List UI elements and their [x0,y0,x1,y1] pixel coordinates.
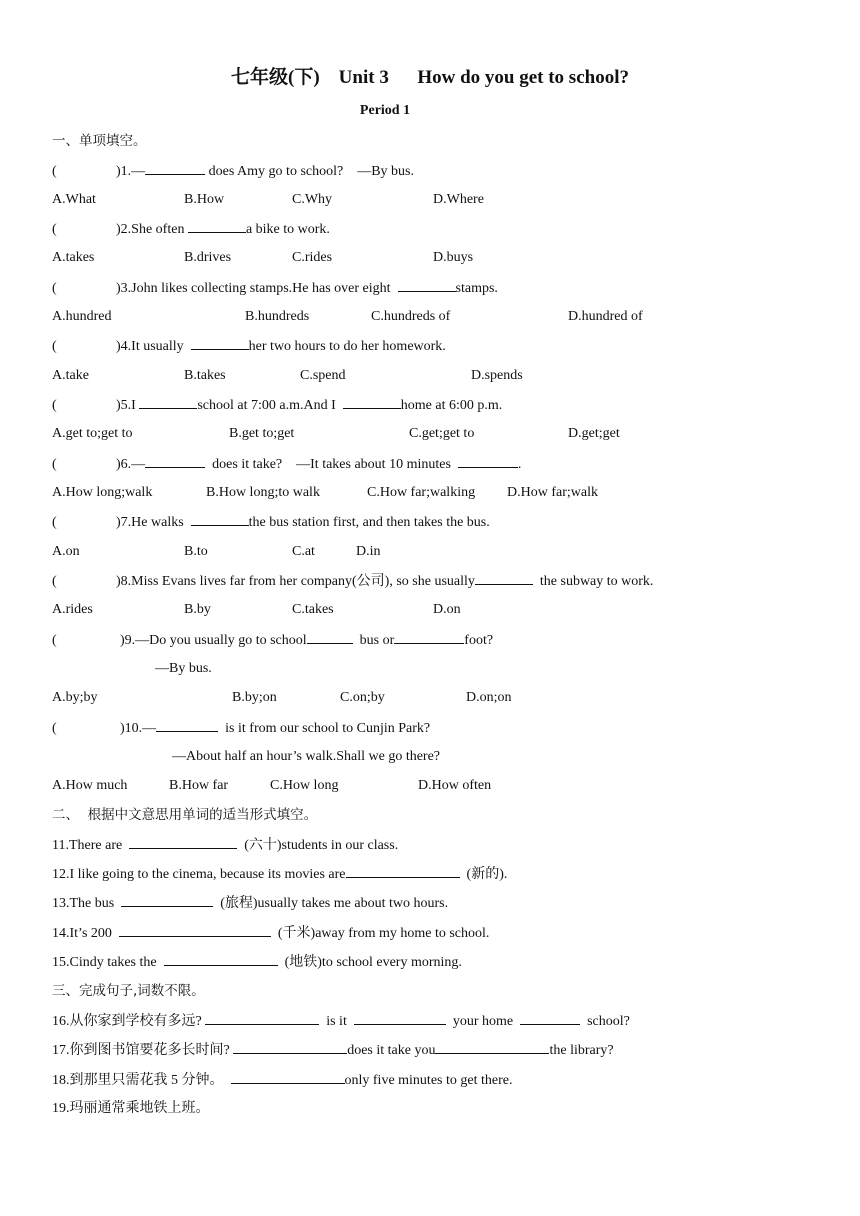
title-topic: How do you get to school? [417,67,629,88]
blank [164,953,278,966]
question-6: ( )6.— does it take? —It takes about 10 minutes . [52,457,522,472]
title-unit: Unit 3 [338,67,389,88]
section-heading-2: 二、 根据中文意思用单词的适当形式填空。 [52,807,318,823]
blank [307,631,353,644]
blank [145,455,205,468]
blank [188,220,246,233]
blank [156,719,218,732]
blank [435,1041,549,1054]
option-d: D.buys [433,250,474,265]
option-b: B.to [184,544,208,559]
option-c: C.at [292,544,315,559]
complete-19: 19.玛丽通常乘地铁上班。 [52,1101,210,1116]
option-a: A.take [52,368,89,383]
question-2: ( )2.She often a bike to work. [52,222,330,237]
option-d: D.Where [433,192,484,207]
question-10: ( )10.— is it from our school to Cunjin Park? [52,721,431,736]
blank [191,513,249,526]
fill-13: 13.The bus (旅程)usually takes me about two hours. [52,896,449,911]
option-a: A.How long;walk [52,485,153,500]
option-c: C.Why [292,192,333,207]
option-c: C.How far;walking [367,485,476,500]
fill-11: 11.There are (六十)students in our class. [52,838,399,853]
option-c: C.on;by [340,690,385,705]
fill-15: 15.Cindy takes the (地铁)to school every morning. [52,955,462,970]
option-b: B.How long;to walk [206,485,320,500]
option-b: B.How far [169,778,229,793]
question-9: ( )9.—Do you usually go to school bus or foot? [52,633,494,648]
option-d: D.hundred of [568,309,643,324]
option-d: D.How far;walk [507,485,598,500]
fill-14: 14.It’s 200 (千米)away from my home to school. [52,926,490,941]
reply-9: —By bus. [155,661,212,676]
blank [139,396,197,409]
blank [191,337,249,350]
complete-17: 17.你到图书馆要花多长时间? does it take you the library? [52,1043,614,1058]
section-heading-1: 一、单项填空。 [52,133,147,149]
blank [343,396,401,409]
option-d: D.spends [471,368,523,383]
blank [458,455,518,468]
blank [121,894,213,907]
blank [475,572,533,585]
option-b: B.by;on [232,690,277,705]
blank [520,1012,580,1025]
option-a: A.How much [52,778,128,793]
blank [233,1041,347,1054]
option-c: C.spend [300,368,346,383]
option-d: D.in [356,544,381,559]
option-c: C.rides [292,250,333,265]
option-b: B.by [184,602,211,617]
option-c: C.hundreds of [371,309,451,324]
question-3: ( )3.John likes collecting stamps.He has over eight stamps. [52,281,498,296]
option-b: B.How [184,192,225,207]
option-a: A.hundred [52,309,112,324]
complete-16: 16.从你家到学校有多远? is it your home school? [52,1014,630,1029]
question-7: ( )7.He walks the bus station first, and then takes the bus. [52,515,490,530]
title-grade: 七年级(下) [231,67,320,88]
blank [346,865,460,878]
blank [145,162,205,175]
blank [394,631,464,644]
blank [205,1012,319,1025]
question-8: ( )8.Miss Evans lives far from her company(公司), so she usually the subway to work. [52,574,654,589]
option-b: B.drives [184,250,232,265]
option-c: C.get;get to [409,426,475,441]
option-a: A.by;by [52,690,98,705]
option-d: D.get;get [568,426,620,441]
option-a: A.rides [52,602,93,617]
option-d: D.How often [418,778,492,793]
blank [129,836,237,849]
answer-paren: ( [52,164,57,179]
fill-12: 12.I like going to the cinema, because its movies are (新的). [52,867,508,882]
option-c: C.takes [292,602,334,617]
complete-18: 18.到那里只需花我 5 分钟。 only five minutes to get there. [52,1073,513,1088]
blank [119,924,271,937]
question-4: ( )4.It usually her two hours to do her homework. [52,339,446,354]
option-d: D.on [433,602,461,617]
option-b: B.hundreds [245,309,310,324]
option-a: A.get to;get to [52,426,133,441]
question-5: ( )5.I school at 7:00 a.m.And I home at 6:00 p.m. [52,398,503,413]
question-1: ( )1.— does Amy go to school? —By bus. [52,164,415,179]
option-a: A.on [52,544,80,559]
option-b: B.get to;get [229,426,295,441]
section-heading-3: 三、完成句子,词数不限。 [52,983,205,999]
option-a: A.What [52,192,96,207]
blank [231,1071,345,1084]
page-title [0,62,860,89]
blank [354,1012,446,1025]
option-b: B.takes [184,368,226,383]
option-a: A.takes [52,250,95,265]
option-d: D.on;on [466,690,512,705]
blank [398,279,456,292]
reply-10: —About half an hour’s walk.Shall we go there? [172,749,441,764]
option-c: C.How long [270,778,339,793]
period-label: Period 1 [359,103,411,118]
